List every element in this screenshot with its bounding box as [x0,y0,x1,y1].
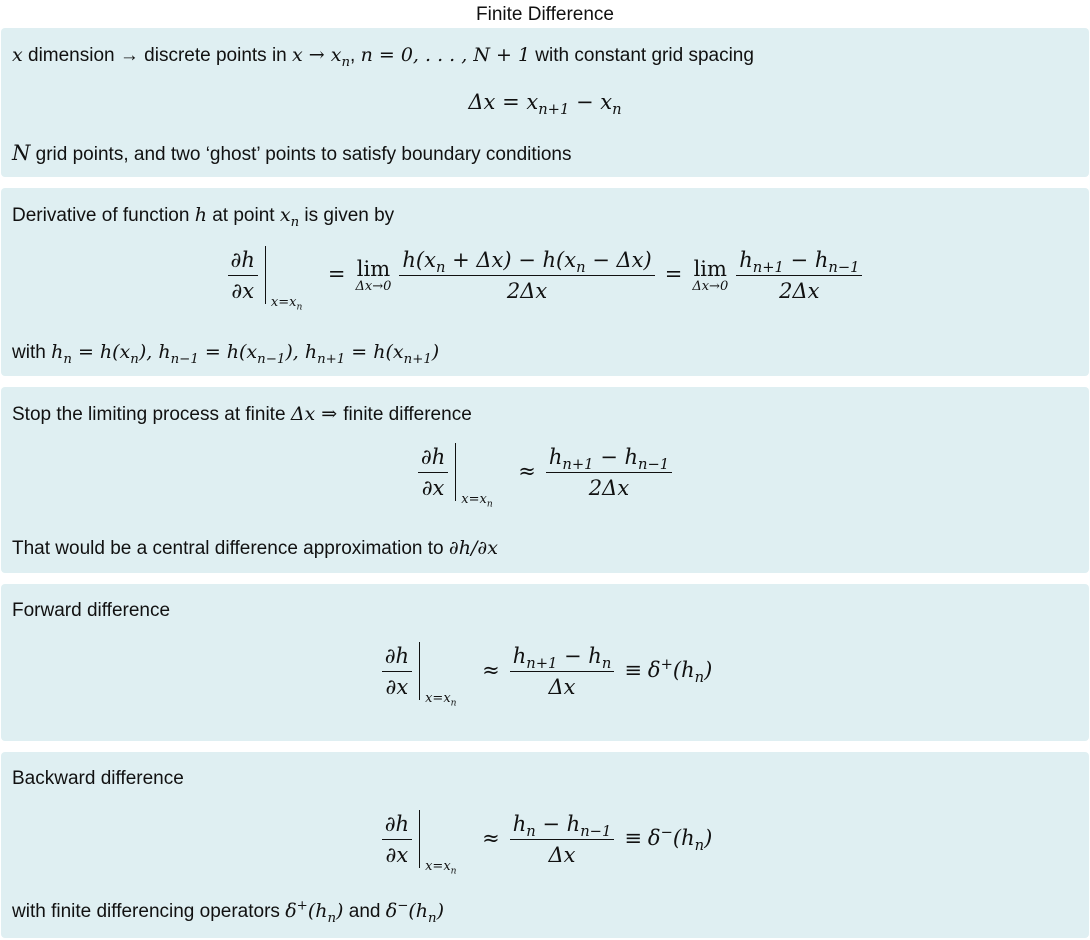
text: finite difference [343,404,472,425]
card-derivative-definition [1,188,1089,376]
card-forward-difference [1,584,1089,741]
forward-quotient: $\frac{h_{n+1} - h_n}{\Delta x}$ [510,644,615,699]
math-dhdx: ∂h/∂x [448,537,498,559]
math-mapping: $x \to x_n$ [292,44,351,70]
backward-quotient: $\frac{h_n - h_{n-1}}{\Delta x}$ [510,812,615,867]
difference-quotient: $\frac{h(x_n + \Delta x) - h(x_n - \Delta x)}{2\Delta x}$ [399,248,654,303]
implies-symbol: ⇒ [315,403,344,425]
grid-description-line [12,42,754,69]
notation-line [12,339,439,366]
evaluation-bar: $x=x_n$ [455,443,508,501]
text: with [12,342,52,363]
page-title: Finite Difference [476,4,614,25]
text: and [343,901,386,922]
derivative-limit-equation: $\frac{\partial h}{\partial x}$ $x=x_n$ = lim Δx→0 $\frac{h(x_n + \Delta x) - h(x_n - \Delta x)}{2\Delta x}$ = lim Δx→0 $\frac{h_{n+1} - h_{n-1}}{2\Delta x}$ [1,246,1089,304]
math-h: h [194,204,207,226]
text: is given by [299,205,395,226]
math-N: N [12,141,31,165]
backward-difference-equation: $\frac{\partial h}{\partial x}$ $x=x_n$ ≈ $\frac{h_n - h_{n-1}}{\Delta x}$ ≡ $\delta^-(h_n)$ [1,810,1089,868]
math-range: n = 0, . . . , N + 1 [360,44,531,66]
central-difference-note [12,535,498,562]
card-grid-definition [1,28,1089,177]
forward-difference-equation: $\frac{\partial h}{\partial x}$ $x=x_n$ ≈ $\frac{h_{n+1} - h_n}{\Delta x}$ ≡ $\delta^+(h_n)$ [1,642,1089,700]
math-xn: $x_n$ [279,204,300,230]
grid-spacing-equation: $\Delta x = x_{n+1} - x_n$ [468,90,622,119]
evaluation-bar: $x=x_n$ [419,810,472,868]
partial-derivative: $\frac{\partial h}{\partial x}$ [418,445,448,500]
backward-difference-heading [12,766,184,792]
math-x: x [12,44,23,66]
limit-operator-2: lim Δx→0 [692,256,729,294]
text: at point [206,205,280,226]
card-central-difference [1,387,1089,573]
central-difference-equation: $\frac{\partial h}{\partial x}$ $x=x_n$ ≈ $\frac{h_{n+1} - h_{n-1}}{2\Delta x}$ [1,443,1089,501]
text: dimension → discrete points in [22,45,293,66]
operators-note [12,898,444,925]
text: Stop the limiting process at finite [12,404,291,425]
text: Forward difference [12,600,171,621]
text: That would be a central difference approximation to [12,538,449,559]
card-backward-difference [1,752,1089,938]
discrete-quotient: $\frac{h_{n+1} - h_{n-1}}{2\Delta x}$ [736,248,862,303]
math-dx: Δx [290,403,316,425]
text: with constant grid spacing [530,45,754,66]
evaluation-bar: $x=x_n$ [419,642,472,700]
central-quotient: $\frac{h_{n+1} - h_{n-1}}{2\Delta x}$ [546,445,672,500]
forward-difference-heading [12,598,170,624]
grid-points-line [12,140,572,168]
evaluation-bar: $x=x_n$ [265,246,318,304]
partial-derivative: $\frac{\partial h}{\partial x}$ [228,248,258,303]
text: Backward difference [12,768,184,789]
backward-operator: $\delta^-(h_n)$ [647,823,713,854]
math-backward-op: $\delta^-(h_n)$ [385,898,444,926]
limit-operator: lim Δx→0 [355,256,392,294]
text: with finite differencing operators [12,901,286,922]
limiting-process-line [12,401,472,428]
partial-derivative: $\frac{\partial h}{\partial x}$ [382,812,412,867]
text: grid points, and two ‘ghost’ points to satisfy boundary conditions [30,144,572,165]
math-definitions: $h_n = h(x_n)$, $h_{n-1} = h(x_{n-1})$, $h_{n+1} = h(x_{n+1})$ [51,341,440,367]
text: Derivative of function [12,205,195,226]
derivative-intro-line [12,202,394,229]
text: , [350,45,361,66]
partial-derivative: $\frac{\partial h}{\partial x}$ [382,644,412,699]
math-forward-op: $\delta^+(h_n)$ [285,898,344,926]
forward-operator: $\delta^+(h_n)$ [647,655,713,686]
